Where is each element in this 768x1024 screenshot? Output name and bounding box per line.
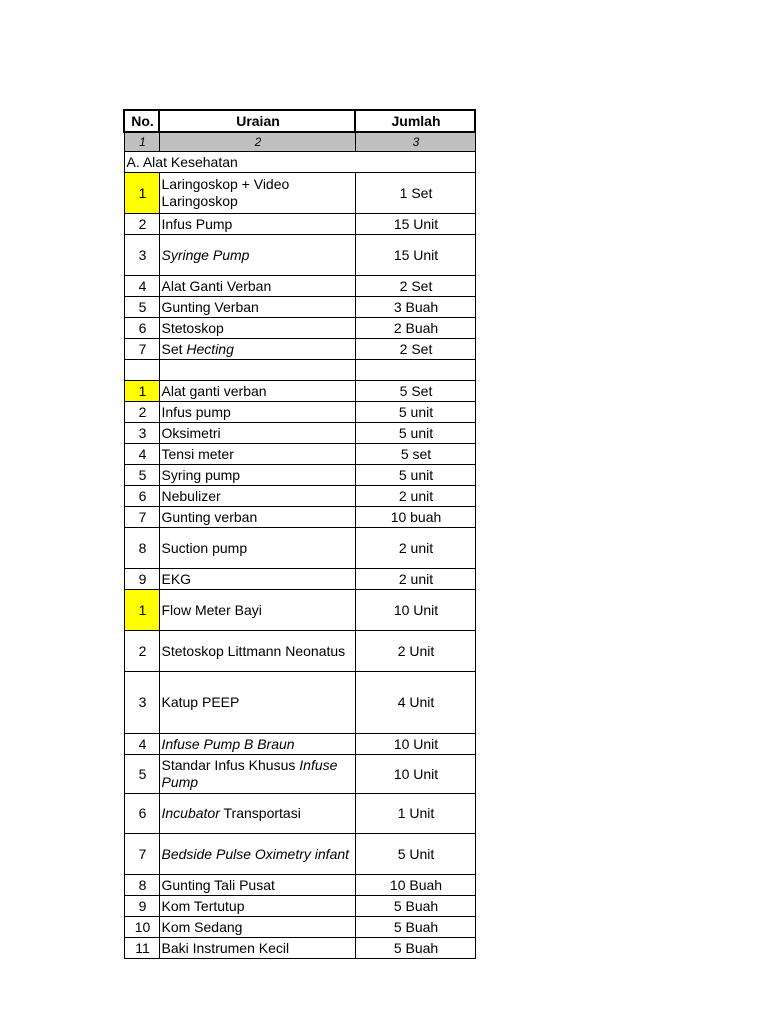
index-uraian: 2 [159, 132, 355, 152]
description-segment: Infuse Pump B Braun [161, 735, 295, 752]
item-description [159, 734, 355, 755]
item-description [159, 235, 355, 276]
description-segment: Gunting Tali Pusat [161, 876, 275, 893]
item-description [159, 590, 355, 631]
description-segment: Gunting Verban [161, 298, 259, 315]
table-row [124, 486, 475, 507]
item-description [159, 794, 355, 834]
item-description [159, 444, 355, 465]
item-quantity: 3 Buah [355, 297, 475, 318]
row-number: 5 [124, 755, 159, 794]
table-row [124, 755, 475, 794]
description-segment: Alat Ganti Verban [161, 277, 272, 294]
item-quantity: 2 unit [355, 528, 475, 569]
description-segment: Gunting verban [161, 508, 258, 525]
item-description [159, 402, 355, 423]
item-quantity: 1 Set [355, 173, 475, 214]
row-number: 3 [124, 423, 159, 444]
blank-cell [159, 360, 355, 381]
row-number: 9 [124, 569, 159, 590]
item-description [159, 938, 355, 959]
row-number: 6 [124, 794, 159, 834]
table-row [124, 381, 475, 402]
table-row [124, 339, 475, 360]
item-quantity: 5 Buah [355, 917, 475, 938]
item-description [159, 875, 355, 896]
item-description [159, 297, 355, 318]
row-number: 6 [124, 318, 159, 339]
item-quantity: 2 unit [355, 486, 475, 507]
item-description [159, 631, 355, 672]
blank-row [124, 360, 475, 381]
item-quantity: 2 Set [355, 276, 475, 297]
table-row [124, 528, 475, 569]
table-row [124, 590, 475, 631]
row-number: 4 [124, 276, 159, 297]
description-segment: Suction pump [161, 539, 248, 556]
item-description [159, 214, 355, 235]
table-row [124, 465, 475, 486]
description-segment: Stetoskop Littmann Neonatus [161, 642, 346, 659]
description-segment: Flow Meter Bayi [161, 601, 262, 618]
index-jumlah: 3 [355, 132, 475, 152]
inventory-table [123, 109, 476, 959]
item-description [159, 339, 355, 360]
header-uraian: Uraian [159, 110, 355, 132]
item-description [159, 917, 355, 938]
item-quantity: 5 unit [355, 402, 475, 423]
header-row [124, 110, 475, 132]
table-row [124, 297, 475, 318]
description-segment: Infus Pump [161, 215, 233, 232]
item-quantity: 2 Buah [355, 318, 475, 339]
description-segment: Stetoskop [161, 319, 224, 336]
header-jumlah: Jumlah [355, 110, 475, 132]
table-row [124, 444, 475, 465]
row-number: 7 [124, 339, 159, 360]
table-row [124, 318, 475, 339]
row-number: 1 [124, 381, 159, 402]
row-number: 4 [124, 734, 159, 755]
item-description [159, 507, 355, 528]
row-number: 4 [124, 444, 159, 465]
description-segment: Katup PEEP [161, 694, 240, 710]
table-row [124, 235, 475, 276]
description-segment: Nebulizer [161, 487, 221, 504]
row-number: 5 [124, 297, 159, 318]
item-description [159, 672, 355, 734]
table-row [124, 276, 475, 297]
item-quantity: 5 Buah [355, 896, 475, 917]
blank-cell [124, 360, 159, 381]
table-row [124, 734, 475, 755]
description-segment: Transportasi [219, 805, 301, 821]
item-description [159, 896, 355, 917]
item-description [159, 318, 355, 339]
item-quantity: 2 unit [355, 569, 475, 590]
description-segment: Syring pump [161, 466, 241, 483]
item-description [159, 423, 355, 444]
item-description [159, 834, 355, 875]
item-quantity: 1 Unit [355, 794, 475, 834]
row-number: 9 [124, 896, 159, 917]
item-quantity: 15 Unit [355, 214, 475, 235]
item-quantity: 5 set [355, 444, 475, 465]
item-description [159, 276, 355, 297]
row-number: 1 [124, 590, 159, 631]
row-number: 2 [124, 402, 159, 423]
item-description [159, 381, 355, 402]
row-number: 10 [124, 917, 159, 938]
item-quantity: 4 Unit [355, 672, 475, 734]
item-description [159, 755, 355, 794]
description-segment: Kom Sedang [161, 918, 243, 935]
table-row [124, 569, 475, 590]
item-quantity: 5 Buah [355, 938, 475, 959]
item-description [159, 528, 355, 569]
table-row [124, 507, 475, 528]
description-segment: Incubator [161, 805, 220, 821]
table-row [124, 214, 475, 235]
item-quantity: 5 unit [355, 465, 475, 486]
item-description [159, 465, 355, 486]
item-quantity: 10 buah [355, 507, 475, 528]
item-quantity: 10 Unit [355, 734, 475, 755]
index-no: 1 [124, 132, 159, 152]
description-segment: Laringoskop + Video Laringoskop [161, 176, 290, 209]
section-heading-row [124, 152, 475, 173]
item-description [159, 173, 355, 214]
item-quantity: 10 Unit [355, 755, 475, 794]
item-quantity: 2 Set [355, 339, 475, 360]
description-segment: Hecting [186, 340, 234, 357]
row-number: 6 [124, 486, 159, 507]
description-segment: Baki Instrumen Kecil [161, 939, 290, 956]
description-segment: Infuse Pump [161, 757, 338, 790]
row-number: 8 [124, 875, 159, 896]
row-number: 7 [124, 834, 159, 875]
description-segment: Tensi meter [161, 445, 234, 462]
header-no: No. [124, 110, 159, 132]
description-segment: Bedside Pulse Oximetry infant [161, 845, 350, 862]
table-row [124, 938, 475, 959]
item-description [159, 486, 355, 507]
item-quantity: 10 Unit [355, 590, 475, 631]
description-segment: Oksimetri [161, 424, 221, 441]
table-row [124, 631, 475, 672]
item-description [159, 569, 355, 590]
column-index-row [124, 132, 475, 152]
item-quantity: 5 Unit [355, 834, 475, 875]
item-quantity: 5 Set [355, 381, 475, 402]
row-number: 5 [124, 465, 159, 486]
table-row [124, 173, 475, 214]
row-number: 1 [124, 173, 159, 214]
table-row [124, 402, 475, 423]
description-segment: Standar Infus Khusus [161, 757, 300, 773]
table-row [124, 896, 475, 917]
table-row [124, 834, 475, 875]
row-number: 7 [124, 507, 159, 528]
row-number: 2 [124, 214, 159, 235]
description-segment: Set [161, 340, 187, 357]
table-row [124, 423, 475, 444]
table-row [124, 794, 475, 834]
row-number: 11 [124, 938, 159, 959]
description-segment: EKG [161, 570, 192, 587]
row-number: 8 [124, 528, 159, 569]
row-number: 2 [124, 631, 159, 672]
item-quantity: 10 Buah [355, 875, 475, 896]
table-row [124, 875, 475, 896]
description-segment: Syringe Pump [161, 246, 250, 263]
section-heading: A. Alat Kesehatan [124, 152, 475, 173]
blank-cell [355, 360, 475, 381]
row-number: 3 [124, 235, 159, 276]
item-quantity: 2 Unit [355, 631, 475, 672]
row-number: 3 [124, 672, 159, 734]
description-segment: Kom Tertutup [161, 897, 245, 914]
description-segment: Alat ganti verban [161, 382, 267, 399]
table-row [124, 672, 475, 734]
table-row [124, 917, 475, 938]
item-quantity: 15 Unit [355, 235, 475, 276]
description-segment: Infus pump [161, 403, 231, 420]
item-quantity: 5 unit [355, 423, 475, 444]
